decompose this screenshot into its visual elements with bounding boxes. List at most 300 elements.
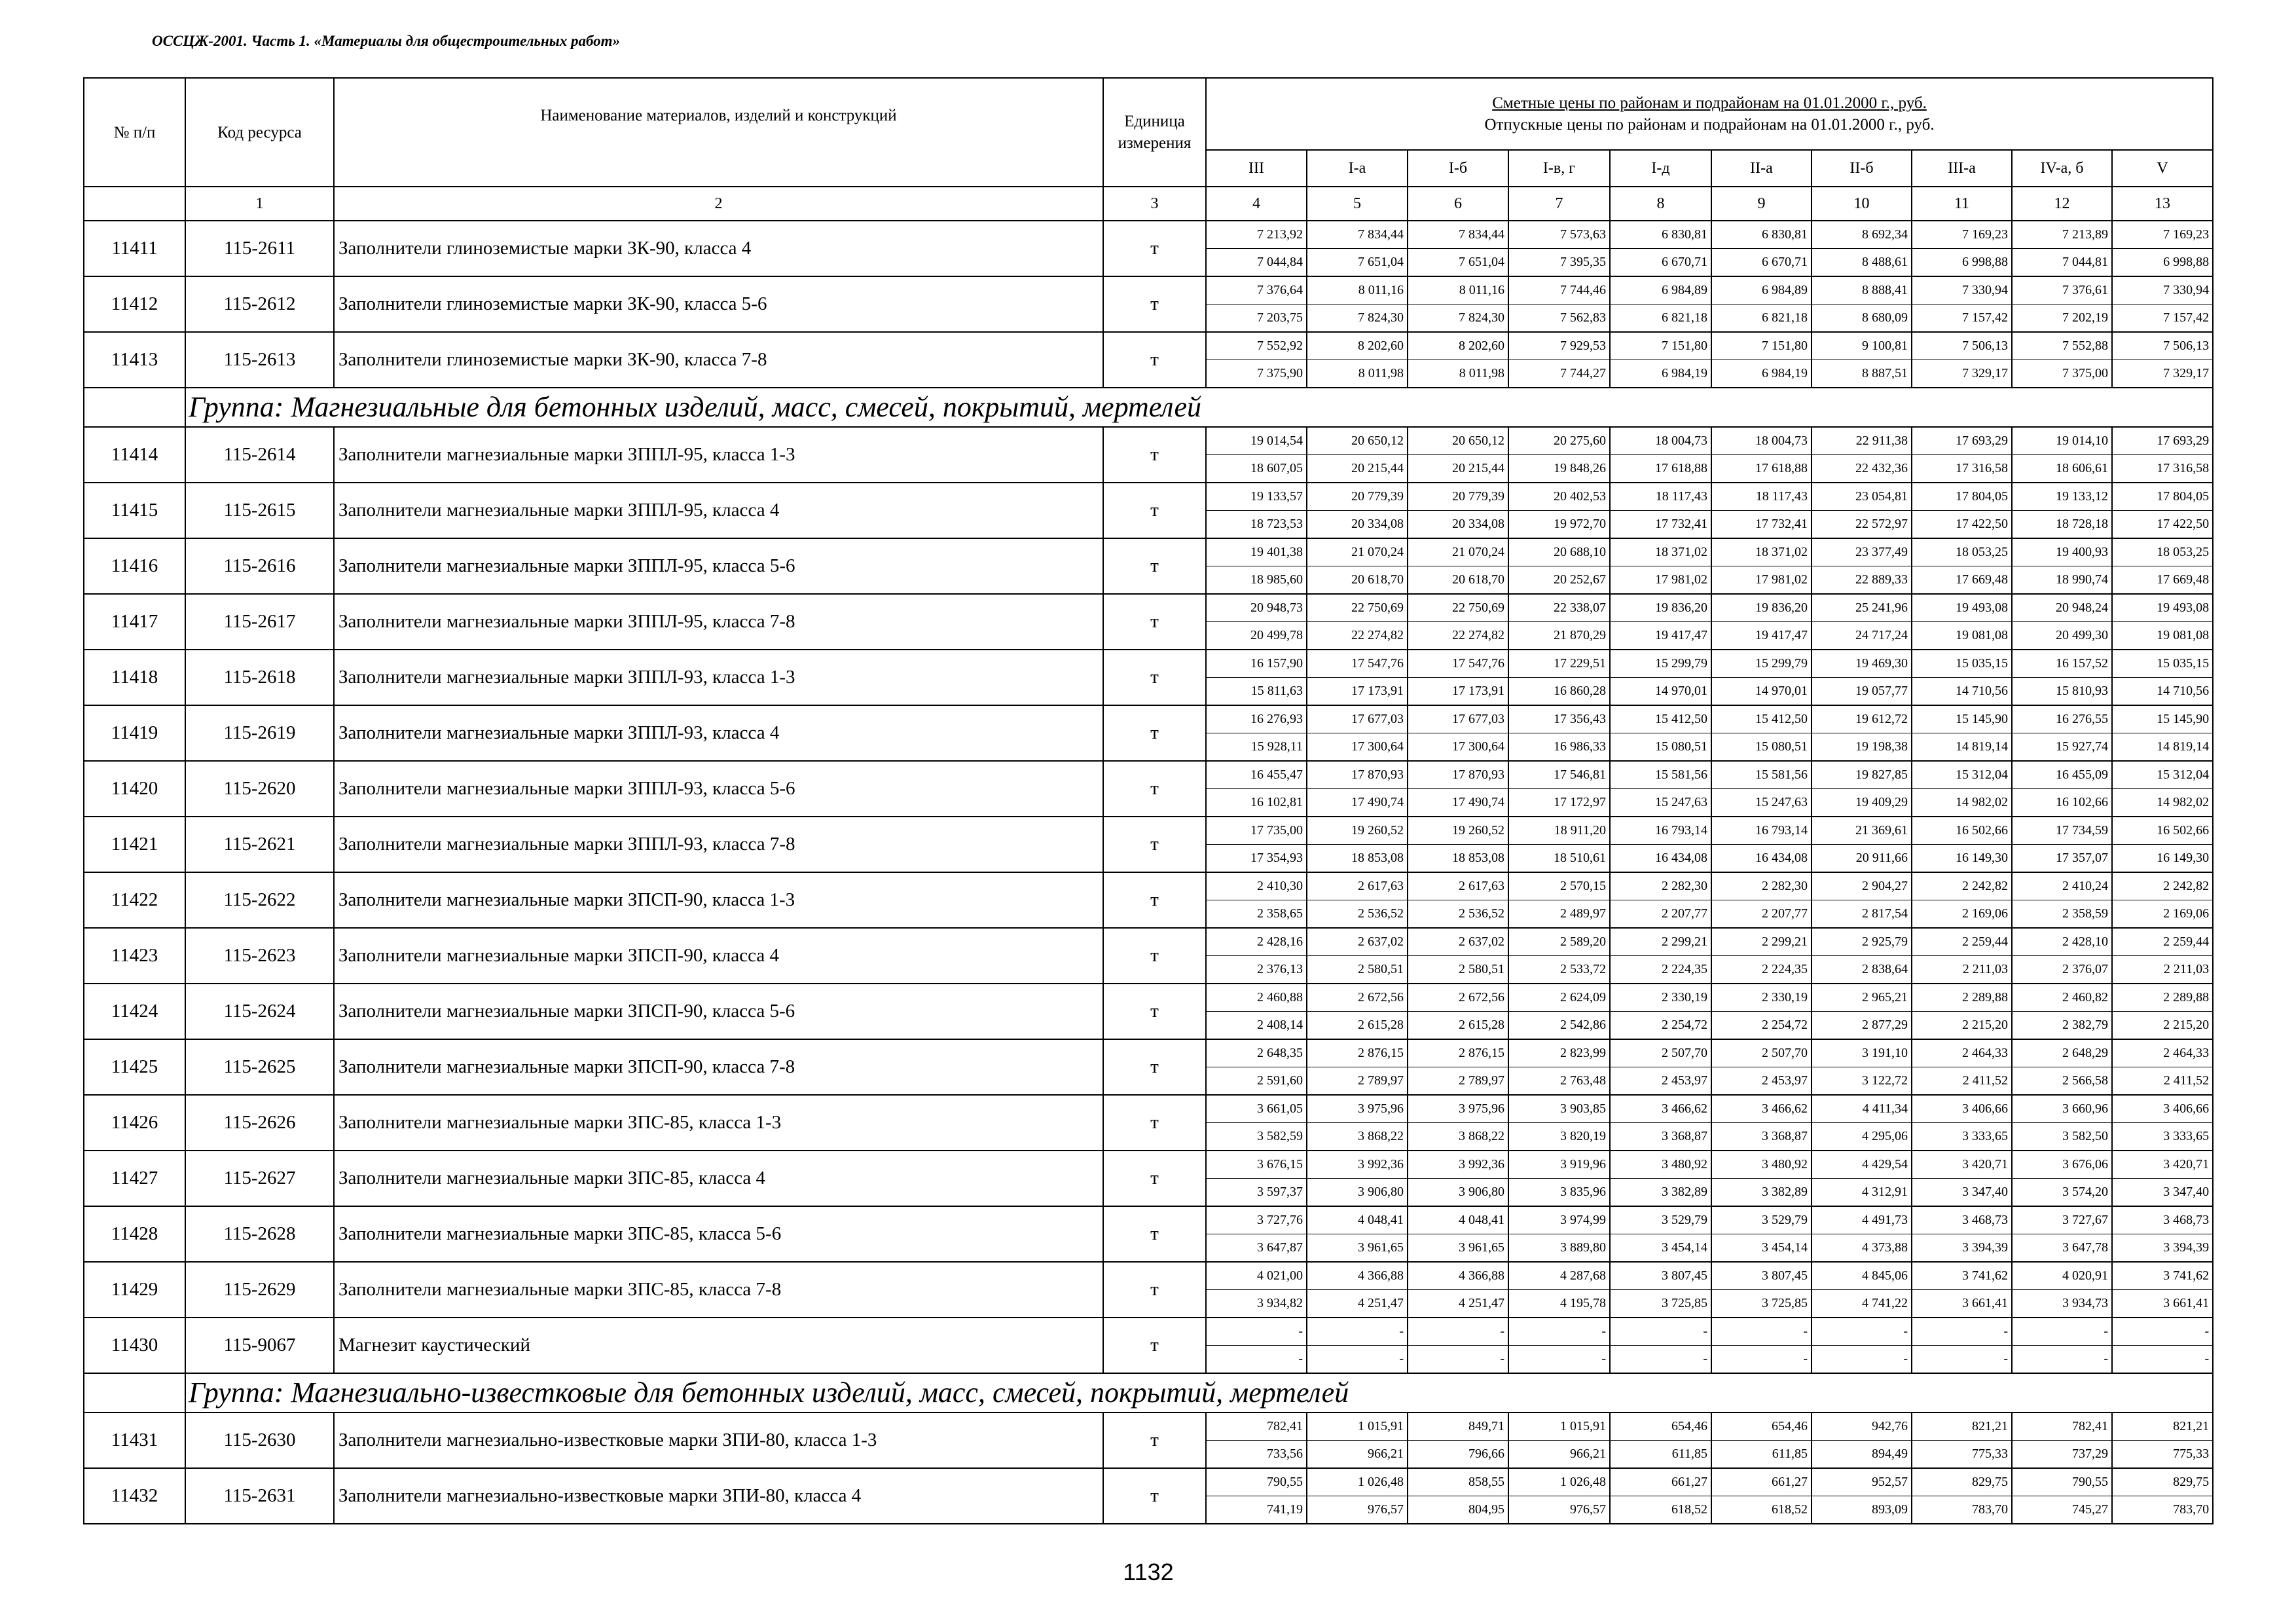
- release-price: 17 422,50: [1956, 517, 2008, 531]
- price-cell: [1408, 1468, 1508, 1524]
- release-price: 6 984,19: [1662, 366, 1707, 380]
- price-cell: [1508, 1468, 1610, 1524]
- price-cell: [1912, 594, 2012, 650]
- header-name: Наименование материалов, изделий и конструкций: [334, 78, 1103, 187]
- price-cell: [1206, 427, 1307, 483]
- release-price: 7 375,00: [2062, 366, 2108, 380]
- release-price: 17 357,07: [2056, 851, 2108, 865]
- estimated-price: 17 735,00: [1207, 817, 1306, 845]
- column-index: 4: [1206, 187, 1307, 221]
- estimated-price: 7 552,88: [2013, 333, 2111, 360]
- release-price: 618,52: [1772, 1502, 1808, 1517]
- release-price: 15 247,63: [1755, 795, 1808, 809]
- release-price: 796,66: [1468, 1447, 1504, 1461]
- estimated-price: 18 004,73: [1611, 428, 1711, 455]
- estimated-price: 661,27: [1611, 1469, 1711, 1496]
- row-num: 11416: [84, 538, 185, 594]
- price-cell: [1610, 1468, 1711, 1524]
- estimated-price: 2 289,88: [1912, 984, 2011, 1012]
- release-price: 2 358,59: [2062, 906, 2108, 921]
- price-cell: [1307, 984, 1408, 1039]
- release-price: 3 906,80: [1459, 1185, 1504, 1199]
- estimated-price: -: [2113, 1318, 2212, 1346]
- release-price: 16 434,08: [1655, 851, 1707, 865]
- row-num: 11422: [84, 872, 185, 928]
- row-num: 11424: [84, 984, 185, 1039]
- release-price: 7 157,42: [2163, 310, 2210, 325]
- estimated-price: -: [1509, 1318, 1609, 1346]
- estimated-price: 15 299,79: [1611, 650, 1711, 678]
- price-cell: [2112, 594, 2213, 650]
- resource-code: 115-2622: [185, 872, 334, 928]
- release-price: 19 081,08: [2157, 628, 2210, 642]
- release-price: 14 819,14: [2157, 739, 2210, 754]
- group-spacer: [84, 1373, 185, 1412]
- material-name: Заполнители магнезиально-известковые марки ЗПИ-80, класса 1-3: [334, 1412, 1103, 1468]
- release-price: 20 215,44: [1351, 461, 1404, 475]
- region-header: V: [2112, 150, 2213, 187]
- release-price: 19 081,08: [1956, 628, 2008, 642]
- price-cell: [2012, 761, 2112, 817]
- price-cell: [1307, 705, 1408, 761]
- release-price: 2 877,29: [1862, 1018, 1908, 1032]
- material-name: Заполнители магнезиально-известковые марки ЗПИ-80, класса 4: [334, 1468, 1103, 1524]
- estimated-price: 2 428,16: [1207, 929, 1306, 956]
- release-price: 19 417,47: [1655, 628, 1707, 642]
- release-price: 19 409,29: [1855, 795, 1908, 809]
- price-cell: [1408, 1095, 1508, 1151]
- release-price: 2 453,97: [1662, 1073, 1707, 1088]
- price-cell: [2112, 1095, 2213, 1151]
- release-price: 18 606,61: [2056, 461, 2108, 475]
- release-price: 2 615,28: [1459, 1018, 1504, 1032]
- release-price: 8 680,09: [1862, 310, 1908, 325]
- table-row: [84, 1262, 2213, 1318]
- release-price: 2 382,79: [2062, 1018, 2108, 1032]
- estimated-price: 2 460,88: [1207, 984, 1306, 1012]
- estimated-price: 2 507,70: [1611, 1040, 1711, 1067]
- release-price: 19 057,77: [1855, 684, 1908, 698]
- estimated-price: 2 876,15: [1307, 1040, 1407, 1067]
- estimated-price: 17 870,93: [1307, 762, 1407, 789]
- estimated-price: 17 870,93: [1408, 762, 1508, 789]
- release-price: 7 824,30: [1358, 310, 1404, 325]
- release-price: 4 251,47: [1459, 1296, 1504, 1310]
- unit: т: [1103, 817, 1206, 872]
- table-row: [84, 483, 2213, 538]
- estimated-price: 2 648,35: [1207, 1040, 1306, 1067]
- price-cell: [2112, 928, 2213, 984]
- estimated-price: 790,55: [2013, 1469, 2111, 1496]
- release-price: 2 591,60: [1257, 1073, 1303, 1088]
- row-num: 11427: [84, 1151, 185, 1206]
- price-cell: [2012, 221, 2112, 276]
- price-cell: [1206, 650, 1307, 705]
- estimated-price: 21 070,24: [1307, 539, 1407, 566]
- resource-code: 115-2628: [185, 1206, 334, 1262]
- release-price: 2 376,07: [2062, 962, 2108, 976]
- region-header: III: [1206, 150, 1307, 187]
- price-cell: [1912, 705, 2012, 761]
- price-cell: [1711, 817, 1812, 872]
- estimated-price: 2 289,88: [2113, 984, 2212, 1012]
- price-cell: [2012, 332, 2112, 388]
- estimated-price: 7 552,92: [1207, 333, 1306, 360]
- release-price: 2 376,13: [1257, 962, 1303, 976]
- price-cell: [1711, 650, 1812, 705]
- estimated-price: 3 727,67: [2013, 1207, 2111, 1234]
- price-cell: [1812, 332, 1912, 388]
- price-cell: [2012, 1039, 2112, 1095]
- price-cell: [1408, 276, 1508, 332]
- region-header: IV-а, б: [2012, 150, 2112, 187]
- price-cell: [1812, 1095, 1912, 1151]
- table-row: [84, 1151, 2213, 1206]
- release-price: 6 670,71: [1762, 255, 1808, 269]
- estimated-price: 2 617,63: [1307, 873, 1407, 900]
- estimated-price: 2 410,30: [1207, 873, 1306, 900]
- estimated-price: 3 661,05: [1207, 1096, 1306, 1123]
- release-price: 2 580,51: [1358, 962, 1404, 976]
- estimated-price: -: [1611, 1318, 1711, 1346]
- release-price: 8 488,61: [1862, 255, 1908, 269]
- estimated-price: 16 157,90: [1207, 650, 1306, 678]
- price-cell: [1307, 817, 1408, 872]
- estimated-price: 8 011,16: [1307, 277, 1407, 304]
- price-cell: [1408, 817, 1508, 872]
- release-price: 3 333,65: [1962, 1129, 2008, 1143]
- price-cell: [2112, 705, 2213, 761]
- release-price: 3 647,78: [2062, 1240, 2108, 1255]
- estimated-price: 17 677,03: [1307, 706, 1407, 733]
- release-price: 611,85: [1671, 1447, 1707, 1461]
- estimated-price: 15 412,50: [1712, 706, 1811, 733]
- price-cell: [1711, 1318, 1812, 1373]
- price-cell: [1508, 705, 1610, 761]
- row-num: 11421: [84, 817, 185, 872]
- estimated-price: 8 202,60: [1307, 333, 1407, 360]
- price-cell: [1307, 761, 1408, 817]
- estimated-price: 18 053,25: [2113, 539, 2212, 566]
- estimated-price: 17 546,81: [1509, 762, 1609, 789]
- header-prices: [1206, 78, 2213, 150]
- estimated-price: 19 493,08: [1912, 595, 2011, 622]
- estimated-price: 15 035,15: [1912, 650, 2011, 678]
- price-cell: [1610, 984, 1711, 1039]
- price-cell: [1711, 427, 1812, 483]
- price-cell: [1508, 650, 1610, 705]
- price-cell: [1812, 650, 1912, 705]
- estimated-price: 19 133,12: [2013, 483, 2111, 511]
- price-cell: [1812, 928, 1912, 984]
- estimated-price: 7 330,94: [1912, 277, 2011, 304]
- estimated-price: 18 911,20: [1509, 817, 1609, 845]
- material-name: Заполнители магнезиальные марки ЗПС-85, класса 4: [334, 1151, 1103, 1206]
- group-spacer: [84, 388, 185, 427]
- material-name: Заполнители магнезиальные марки ЗППЛ-93, класса 1-3: [334, 650, 1103, 705]
- price-cell: [1610, 332, 1711, 388]
- header-unit: Единица измерения: [1103, 78, 1206, 187]
- price-cell: [1912, 928, 2012, 984]
- release-price: 2 211,03: [2163, 962, 2210, 976]
- release-price: 21 870,29: [1554, 628, 1606, 642]
- release-price: 3 906,80: [1358, 1185, 1404, 1199]
- estimated-price: -: [1912, 1318, 2011, 1346]
- table-row: [84, 1468, 2213, 1524]
- release-price: 17 732,41: [1655, 517, 1707, 531]
- estimated-price: 20 779,39: [1408, 483, 1508, 511]
- release-price: 3 582,50: [2062, 1129, 2108, 1143]
- release-price: 6 984,19: [1762, 366, 1808, 380]
- estimated-price: 4 411,34: [1812, 1096, 1911, 1123]
- price-cell: [1711, 1206, 1812, 1262]
- release-price: 2 169,06: [2163, 906, 2210, 921]
- estimated-price: 6 830,81: [1712, 221, 1811, 249]
- estimated-price: 19 836,20: [1712, 595, 1811, 622]
- estimated-price: 16 502,66: [1912, 817, 2011, 845]
- estimated-price: 8 202,60: [1408, 333, 1508, 360]
- resource-code: 115-2629: [185, 1262, 334, 1318]
- price-cell: [2012, 1095, 2112, 1151]
- estimated-price: 3 676,15: [1207, 1151, 1306, 1179]
- estimated-price: 7 834,44: [1408, 221, 1508, 249]
- table-row: [84, 872, 2213, 928]
- price-cell: [1812, 872, 1912, 928]
- release-price: 2 536,52: [1358, 906, 1404, 921]
- release-price: 3 597,37: [1257, 1185, 1303, 1199]
- price-cell: [1206, 1206, 1307, 1262]
- unit: т: [1103, 705, 1206, 761]
- estimated-price: 19 836,20: [1611, 595, 1711, 622]
- estimated-price: 2 876,15: [1408, 1040, 1508, 1067]
- price-cell: [1508, 594, 1610, 650]
- release-price: 3 574,20: [2062, 1185, 2108, 1199]
- region-header: II-а: [1711, 150, 1812, 187]
- release-price: 15 810,93: [2056, 684, 2108, 698]
- price-cell: [1508, 1151, 1610, 1206]
- price-cell: [2012, 1206, 2112, 1262]
- estimated-price: 2 624,09: [1509, 984, 1609, 1012]
- price-cell: [1610, 276, 1711, 332]
- estimated-price: 3 660,96: [2013, 1096, 2111, 1123]
- unit: т: [1103, 427, 1206, 483]
- price-cell: [1307, 483, 1408, 538]
- release-price: 14 710,56: [1956, 684, 2008, 698]
- estimated-price: 4 429,54: [1812, 1151, 1911, 1179]
- estimated-price: 3 992,36: [1408, 1151, 1508, 1179]
- release-price: 18 985,60: [1250, 572, 1303, 587]
- price-cell: [1812, 483, 1912, 538]
- release-price: 17 316,58: [1956, 461, 2008, 475]
- release-price: 17 422,50: [2157, 517, 2210, 531]
- estimated-price: 821,21: [2113, 1413, 2212, 1441]
- estimated-price: 7 376,64: [1207, 277, 1306, 304]
- estimated-price: 19 133,57: [1207, 483, 1306, 511]
- unit: т: [1103, 872, 1206, 928]
- estimated-price: 15 312,04: [1912, 762, 2011, 789]
- price-cell: [1307, 538, 1408, 594]
- header-code: Код ресурса: [185, 78, 334, 187]
- price-cell: [1206, 705, 1307, 761]
- price-cell: [1610, 1206, 1711, 1262]
- release-price: 7 562,83: [1560, 310, 1606, 325]
- price-cell: [1711, 1039, 1812, 1095]
- release-price: 2 580,51: [1459, 962, 1504, 976]
- release-price: 15 247,63: [1655, 795, 1707, 809]
- row-num: 11414: [84, 427, 185, 483]
- price-cell: [1408, 928, 1508, 984]
- column-index: 5: [1307, 187, 1408, 221]
- material-name: Заполнители магнезиальные марки ЗППЛ-95, класса 1-3: [334, 427, 1103, 483]
- column-index: 10: [1812, 187, 1912, 221]
- release-price: 7 375,90: [1257, 366, 1303, 380]
- price-cell: [1508, 984, 1610, 1039]
- estimated-price: -: [1408, 1318, 1508, 1346]
- release-price: 15 927,74: [2056, 739, 2108, 754]
- estimated-price: 821,21: [1912, 1413, 2011, 1441]
- estimated-price: 7 151,80: [1611, 333, 1711, 360]
- group-row: [84, 1373, 2213, 1412]
- release-price: 14 710,56: [2157, 684, 2210, 698]
- estimated-price: 4 020,91: [2013, 1263, 2111, 1290]
- column-index: 6: [1408, 187, 1508, 221]
- release-price: 16 149,30: [1956, 851, 2008, 865]
- estimated-price: 952,57: [1812, 1469, 1911, 1496]
- estimated-price: 6 984,89: [1712, 277, 1811, 304]
- estimated-price: 18 371,02: [1611, 539, 1711, 566]
- price-cell: [1508, 332, 1610, 388]
- region-header: III-а: [1912, 150, 2012, 187]
- release-price: 966,21: [1570, 1447, 1606, 1461]
- release-price: 733,56: [1267, 1447, 1303, 1461]
- release-price: 3 835,96: [1560, 1185, 1606, 1199]
- release-price: 17 490,74: [1351, 795, 1404, 809]
- release-price: 8 887,51: [1862, 366, 1908, 380]
- price-cell: [2112, 332, 2213, 388]
- release-price: 16 102,81: [1250, 795, 1303, 809]
- price-cell: [1206, 761, 1307, 817]
- material-name: Заполнители глиноземистые марки ЗК-90, класса 5-6: [334, 276, 1103, 332]
- material-name: Заполнители магнезиальные марки ЗППЛ-95, класса 4: [334, 483, 1103, 538]
- table-row: [84, 928, 2213, 984]
- release-price: 4 251,47: [1358, 1296, 1404, 1310]
- estimated-price: 654,46: [1712, 1413, 1811, 1441]
- price-cell: [1711, 705, 1812, 761]
- estimated-price: 2 282,30: [1712, 873, 1811, 900]
- release-price: 15 928,11: [1250, 739, 1303, 754]
- table-body: [84, 221, 2213, 1524]
- release-price: 18 853,08: [1452, 851, 1504, 865]
- row-num: 11412: [84, 276, 185, 332]
- price-cell: [2012, 705, 2112, 761]
- release-price: 618,52: [1671, 1502, 1707, 1517]
- estimated-price: 16 502,66: [2113, 817, 2212, 845]
- release-price: 16 149,30: [2157, 851, 2210, 865]
- price-cell: [1912, 1318, 2012, 1373]
- release-price: 737,29: [2072, 1447, 2108, 1461]
- header-prices-release: Отпускные цены по районам и подрайонам на 01.01.2000 г., руб.: [1484, 116, 1935, 134]
- header-prices-estimated: Сметные цены по районам и подрайонам на 01.01.2000 г., руб.: [1492, 94, 1927, 112]
- price-cell: [1408, 1206, 1508, 1262]
- estimated-price: 17 693,29: [2113, 428, 2212, 455]
- release-price: 7 651,04: [1358, 255, 1404, 269]
- price-cell: [2012, 650, 2112, 705]
- row-num: 11425: [84, 1039, 185, 1095]
- material-name: Заполнители магнезиальные марки ЗППЛ-95, класса 7-8: [334, 594, 1103, 650]
- release-price: 19 198,38: [1855, 739, 1908, 754]
- estimated-price: 2 428,10: [2013, 929, 2111, 956]
- price-cell: [1307, 276, 1408, 332]
- release-price: 20 215,44: [1452, 461, 1504, 475]
- release-price: 7 044,81: [2062, 255, 2108, 269]
- estimated-price: 20 948,24: [2013, 595, 2111, 622]
- price-cell: [1408, 705, 1508, 761]
- price-cell: [1912, 1095, 2012, 1151]
- estimated-price: 15 581,56: [1611, 762, 1711, 789]
- resource-code: 115-2626: [185, 1095, 334, 1151]
- release-price: 15 811,63: [1250, 684, 1303, 698]
- release-price: 14 819,14: [1956, 739, 2008, 754]
- price-cell: [1508, 817, 1610, 872]
- resource-code: 115-2614: [185, 427, 334, 483]
- estimated-price: 17 693,29: [1912, 428, 2011, 455]
- group-label: Группа: Магнезиально-известковые для бетонных изделий, масс, смесей, покрытий, мертелей: [185, 1373, 2213, 1412]
- release-price: 4 741,22: [1862, 1296, 1908, 1310]
- release-price: 2 358,65: [1257, 906, 1303, 921]
- release-price: 22 274,82: [1452, 628, 1504, 642]
- estimated-price: 4 845,06: [1812, 1263, 1911, 1290]
- price-cell: [1307, 1468, 1408, 1524]
- estimated-price: 19 014,10: [2013, 428, 2111, 455]
- price-cell: [2012, 1151, 2112, 1206]
- estimated-price: 2 282,30: [1611, 873, 1711, 900]
- price-cell: [1610, 1262, 1711, 1318]
- price-cell: [1812, 1412, 1912, 1468]
- resource-code: 115-2612: [185, 276, 334, 332]
- region-header: II-б: [1812, 150, 1912, 187]
- release-price: 2 789,97: [1358, 1073, 1404, 1088]
- estimated-price: 4 366,88: [1408, 1263, 1508, 1290]
- price-cell: [1508, 1412, 1610, 1468]
- estimated-price: -: [1812, 1318, 1911, 1346]
- estimated-price: 3 727,76: [1207, 1207, 1306, 1234]
- region-header: I-в, г: [1508, 150, 1610, 187]
- estimated-price: 3 191,10: [1812, 1040, 1911, 1067]
- estimated-price: 16 455,47: [1207, 762, 1306, 789]
- estimated-price: 23 054,81: [1812, 483, 1911, 511]
- estimated-price: 17 734,59: [2013, 817, 2111, 845]
- estimated-price: 849,71: [1408, 1413, 1508, 1441]
- estimated-price: 2 242,82: [1912, 873, 2011, 900]
- material-name: Заполнители магнезиальные марки ЗПС-85, класса 7-8: [334, 1262, 1103, 1318]
- price-cell: [1912, 332, 2012, 388]
- release-price: 3 725,85: [1762, 1296, 1808, 1310]
- estimated-price: 2 259,44: [1912, 929, 2011, 956]
- estimated-price: 1 026,48: [1307, 1469, 1407, 1496]
- material-name: Заполнители магнезиальные марки ЗППЛ-93, класса 7-8: [334, 817, 1103, 872]
- estimated-price: 7 330,94: [2113, 277, 2212, 304]
- price-cell: [2012, 872, 2112, 928]
- estimated-price: 2 460,82: [2013, 984, 2111, 1012]
- price-cell: [1408, 1262, 1508, 1318]
- price-cell: [1508, 221, 1610, 276]
- material-name: Заполнители глиноземистые марки ЗК-90, класса 4: [334, 221, 1103, 276]
- estimated-price: 7 834,44: [1307, 221, 1407, 249]
- release-price: 3 368,87: [1662, 1129, 1707, 1143]
- material-name: Заполнители магнезиальные марки ЗПСП-90, класса 5-6: [334, 984, 1103, 1039]
- resource-code: 115-2617: [185, 594, 334, 650]
- estimated-price: 2 925,79: [1812, 929, 1911, 956]
